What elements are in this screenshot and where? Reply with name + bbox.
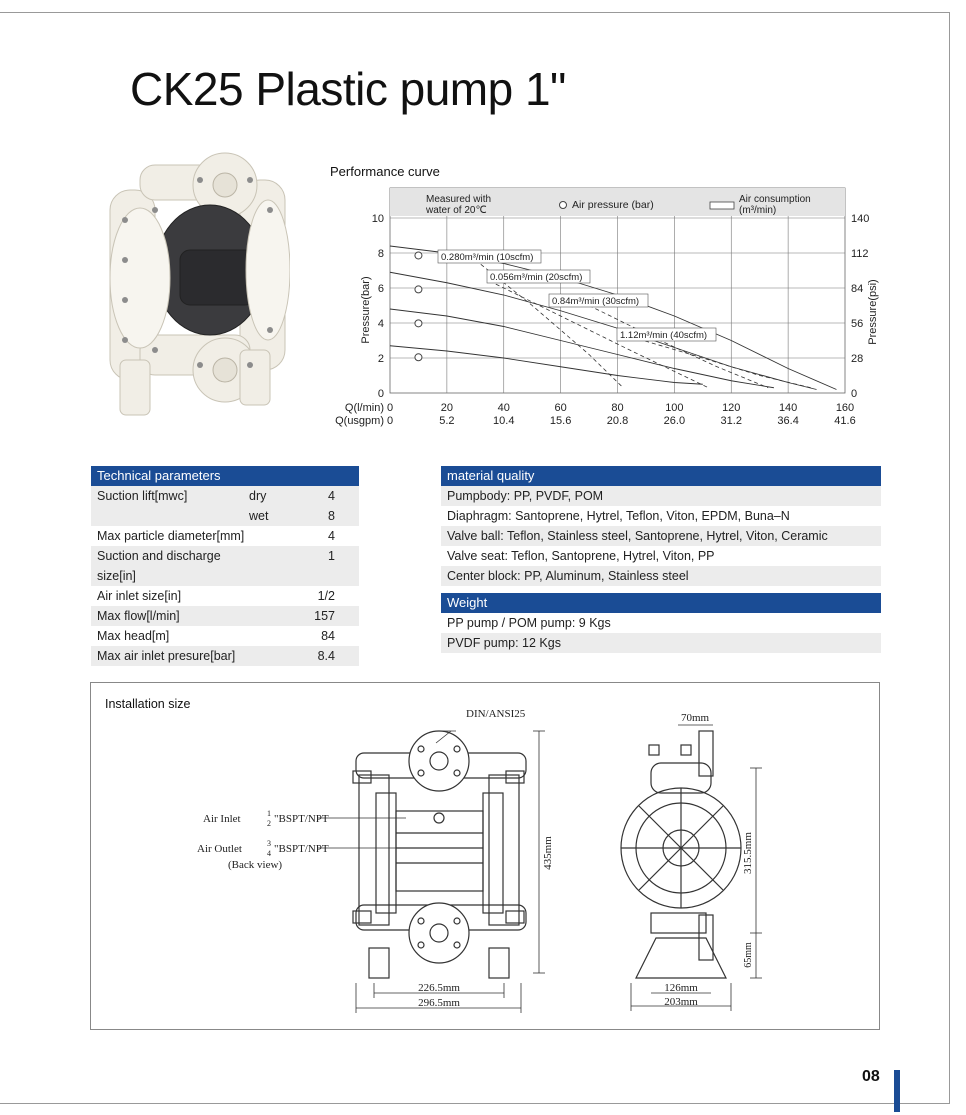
air-outlet-frac-den: 4 <box>267 849 271 858</box>
flow-label-20scfm: 0.056m³/min (20scfm) <box>490 272 583 283</box>
performance-chart <box>320 180 880 440</box>
performance-title: Performance curve <box>330 164 440 179</box>
technical-parameters-table <box>91 466 359 666</box>
table-row: Valve ball: Teflon, Stainless steel, Santoprene, Hytrel, Viton, Ceramic <box>441 526 881 546</box>
param-value: 4 <box>328 489 335 503</box>
legend-measured-line2: water of 20℃ <box>426 205 487 216</box>
dim-height: 435mm <box>542 836 554 870</box>
table-row <box>91 486 359 506</box>
x-tick-label: 160 <box>835 402 855 414</box>
material-quality-table <box>441 466 881 586</box>
x-tick-label: 80 <box>611 402 624 414</box>
param-label: size[in] <box>97 569 136 583</box>
weight-table <box>441 593 881 653</box>
y-tick-label: 6 <box>377 283 384 295</box>
x2-tick-label: 0 <box>386 415 394 427</box>
pump-photo <box>100 150 290 425</box>
air-pressure-marker <box>415 286 422 293</box>
y2-tick-label: 28 <box>851 353 864 365</box>
legend-measured-line1: Measured with <box>426 194 492 205</box>
back-view-label: (Back view) <box>228 859 283 871</box>
table-row: Valve seat: Teflon, Santoprene, Hytrel, Viton, PP <box>441 546 881 566</box>
param-sub: dry <box>249 489 267 503</box>
air-pressure-marker <box>415 252 422 259</box>
table-row: Pumpbody: PP, PVDF, POM <box>441 486 881 506</box>
param-value: 8.4 <box>317 649 335 663</box>
flow-label-30scfm: 0.84m³/min (30scfm) <box>552 296 640 307</box>
x2-tick-label: 26.0 <box>663 415 686 427</box>
air-inlet-frac-den: 2 <box>267 819 271 828</box>
air-outlet-frac-num: 3 <box>267 839 271 848</box>
flow-label-40scfm: 1.12m³/min (40scfm) <box>620 330 708 341</box>
material-quality-header: material quality <box>441 466 881 486</box>
air-inlet-label: Air Inlet <box>203 813 241 825</box>
table-row <box>91 546 359 566</box>
air-outlet-label: Air Outlet <box>197 843 242 855</box>
param-value: 84 <box>321 629 335 643</box>
x-axis-label-lmin: Q(l/min) <box>344 402 384 414</box>
dim-side-top: 70mm <box>680 712 710 724</box>
installation-size-panel <box>90 682 880 1030</box>
chart-grid <box>390 188 845 393</box>
param-label: Max flow[l/min] <box>97 609 180 623</box>
air-inlet-frac-num: 1 <box>267 809 271 818</box>
x-tick-label: 0 <box>386 402 394 414</box>
x-tick-label: 40 <box>497 402 510 414</box>
dim-side-base-outer: 203mm <box>664 996 698 1008</box>
table-row <box>91 586 359 606</box>
x-tick-label: 100 <box>665 402 684 414</box>
page-number-bar <box>894 1070 900 1112</box>
left-axis-label: Pressure(bar) <box>360 276 372 344</box>
weight-header: Weight <box>441 593 881 613</box>
air-pressure-marker <box>415 320 422 327</box>
y2-tick-label: 56 <box>851 318 864 330</box>
param-label: Max particle diameter[mm] <box>97 529 245 543</box>
technical-parameters-header: Technical parameters <box>91 466 359 486</box>
dim-outer-width: 296.5mm <box>418 997 460 1009</box>
x2-tick-label: 20.8 <box>606 415 629 427</box>
dim-side-base-inner: 126mm <box>664 982 698 994</box>
table-row: PVDF pump: 12 Kgs <box>441 633 881 653</box>
y-tick-label: 0 <box>377 388 384 400</box>
din-label: DIN/ANSI25 <box>466 708 526 720</box>
param-label: Air inlet size[in] <box>97 589 182 603</box>
page-title: CK25 Plastic pump 1" <box>130 63 566 115</box>
y2-tick-label: 112 <box>851 248 869 260</box>
y2-tick-label: 84 <box>851 283 864 295</box>
installation-drawing <box>91 683 879 1029</box>
x2-tick-label: 5.2 <box>439 415 455 427</box>
x-tick-label: 120 <box>722 402 741 414</box>
y-tick-label: 8 <box>377 248 384 260</box>
param-sub: wet <box>249 509 269 523</box>
param-value: 1 <box>328 549 335 563</box>
param-label: Max air inlet presure[bar] <box>97 649 236 663</box>
x2-tick-label: 15.6 <box>549 415 572 427</box>
dim-inner-width: 226.5mm <box>418 982 460 994</box>
legend-air-consumption-line1: Air consumption <box>739 194 811 205</box>
flow-label-10scfm: 0.280m³/min (10scfm) <box>441 252 534 263</box>
dim-side-height: 315.5mm <box>742 832 754 874</box>
x-tick-label: 60 <box>554 402 567 414</box>
page-number: 08 <box>862 1068 880 1085</box>
table-row: Diaphragm: Santoprene, Hytrel, Teflon, Viton, EPDM, Buna–N <box>441 506 881 526</box>
param-value: 1/2 <box>317 589 335 603</box>
table-row <box>91 506 359 526</box>
x2-tick-label: 36.4 <box>777 415 799 427</box>
air-pressure-legend-icon <box>560 202 567 209</box>
y2-tick-label: 140 <box>851 213 870 225</box>
param-value: 157 <box>314 609 335 623</box>
param-label: Suction and discharge <box>97 549 221 563</box>
y2-tick-label: 0 <box>851 388 858 400</box>
x2-tick-label: 31.2 <box>720 415 742 427</box>
legend-air-consumption-line2: (m³/min) <box>739 205 777 216</box>
air-pressure-marker <box>415 354 422 361</box>
x2-tick-label: 41.6 <box>834 415 856 427</box>
table-row <box>91 526 359 546</box>
table-row: PP pump / POM pump: 9 Kgs <box>441 613 881 633</box>
table-row <box>91 566 359 586</box>
param-value: 8 <box>328 509 335 523</box>
right-axis-label: Pressure(psi) <box>867 279 879 345</box>
x-tick-label: 140 <box>778 402 798 414</box>
param-label: Suction lift[mwc] <box>97 489 188 503</box>
table-row <box>91 646 359 666</box>
y-tick-label: 2 <box>377 353 384 365</box>
table-row <box>91 626 359 646</box>
x-tick-label: 20 <box>440 402 453 414</box>
table-row <box>91 606 359 626</box>
dim-side-bottom: 65mm <box>743 942 754 968</box>
legend-air-pressure: Air pressure (bar) <box>572 199 654 211</box>
param-label: Max head[m] <box>97 629 170 643</box>
y-tick-label: 4 <box>377 318 384 330</box>
x2-tick-label: 10.4 <box>493 415 515 427</box>
y-tick-label: 10 <box>371 213 384 225</box>
air-outlet-suffix: "BSPT/NPT <box>274 843 329 855</box>
table-row: Center block: PP, Aluminum, Stainless steel <box>441 566 881 586</box>
x-axis-label-usgpm: Q(usgpm) <box>335 415 384 427</box>
installation-title: Installation size <box>105 697 191 711</box>
air-inlet-suffix: "BSPT/NPT <box>274 813 329 825</box>
param-value: 4 <box>328 529 335 543</box>
air-consumption-legend-icon <box>710 202 734 209</box>
